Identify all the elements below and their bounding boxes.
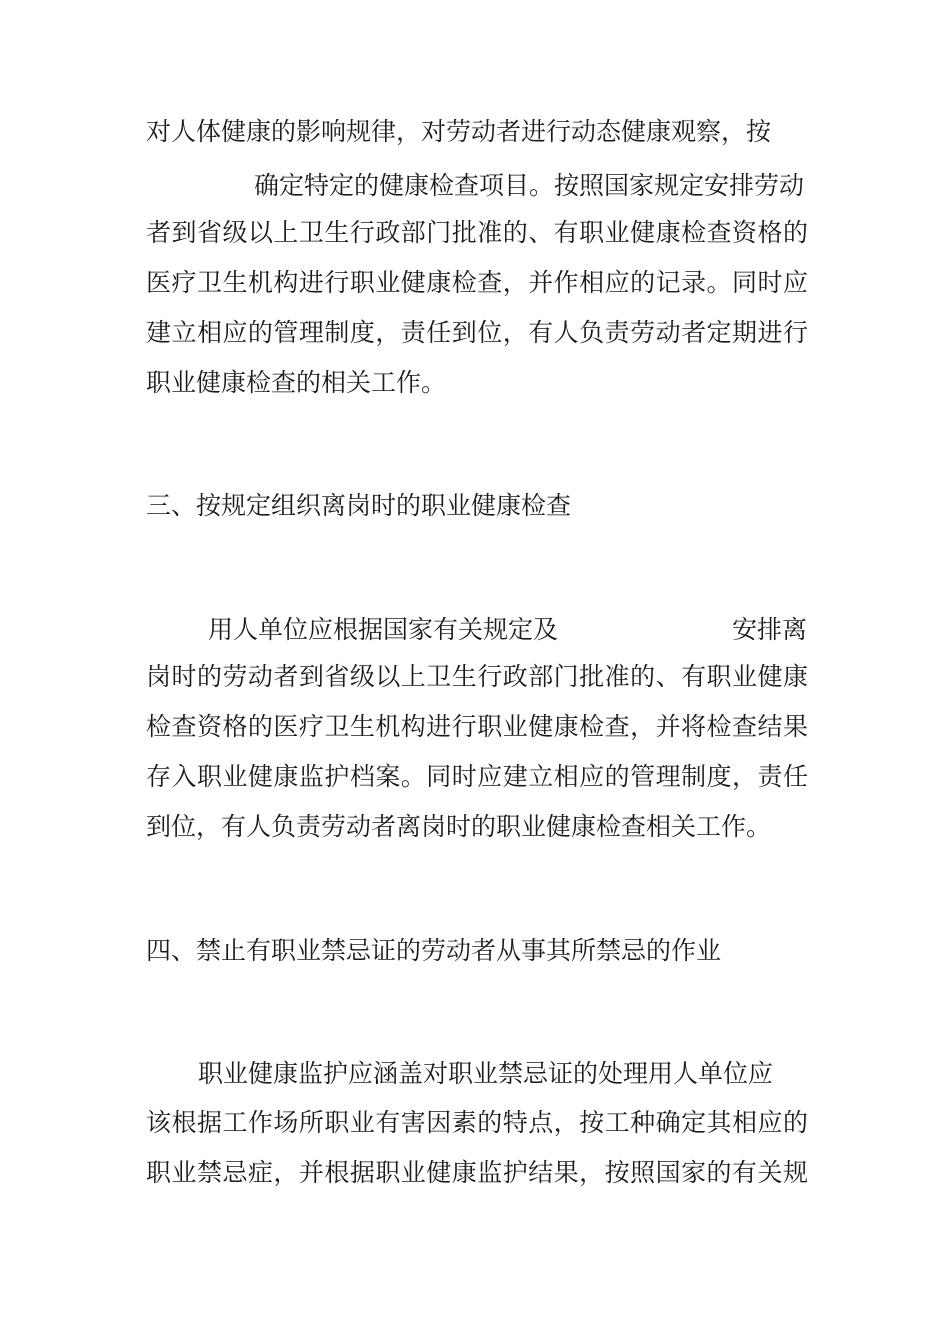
paragraph-3-line-1: 职业健康监护应涵盖对职业禁忌证的处理用人单位应 [198,1059,774,1088]
paragraph-3-line-2: 该根据工作场所职业有害因素的特点，按工种确定其相应的 [146,1108,808,1137]
paragraph-1-line-4: 医疗卫生机构进行职业健康检查，并作相应的记录。同时应 [146,268,808,297]
paragraph-1-line-6: 职业健康检查的相关工作。 [146,368,447,397]
paragraph-3-line-3: 职业禁忌症，并根据职业健康监护结果，按照国家的有关规 [146,1158,808,1187]
paragraph-1-line-5: 建立相应的管理制度，责任到位，有人负责劳动者定期进行 [146,318,808,347]
paragraph-1-line-3: 者到省级以上卫生行政部门批准的、有职业健康检查资格的 [146,218,808,247]
section-heading-4: 四、禁止有职业禁忌证的劳动者从事其所禁忌的作业 [146,936,722,965]
paragraph-2-line-1-end: 安排离 [732,615,808,644]
paragraph-2-line-2: 岗时的劳动者到省级以上卫生行政部门批准的、有职业健康 [146,662,808,691]
paragraph-2-line-1-start: 用人单位应根据国家有关规定及 [208,615,559,644]
paragraph-1-line-1: 对人体健康的影响规律，对劳动者进行动态健康观察，按 [146,117,772,146]
paragraph-2-line-4: 存入职业健康监护档案。同时应建立相应的管理制度，责任 [146,762,808,791]
paragraph-1-line-2: 确定特定的健康检查项目。按照国家规定安排劳动 [254,171,805,200]
section-heading-3: 三、按规定组织离岗时的职业健康检查 [146,491,572,520]
paragraph-2-line-5: 到位，有人负责劳动者离岗时的职业健康检查相关工作。 [146,812,772,841]
paragraph-2-line-3: 检查资格的医疗卫生机构进行职业健康检查，并将检查结果 [146,712,808,741]
